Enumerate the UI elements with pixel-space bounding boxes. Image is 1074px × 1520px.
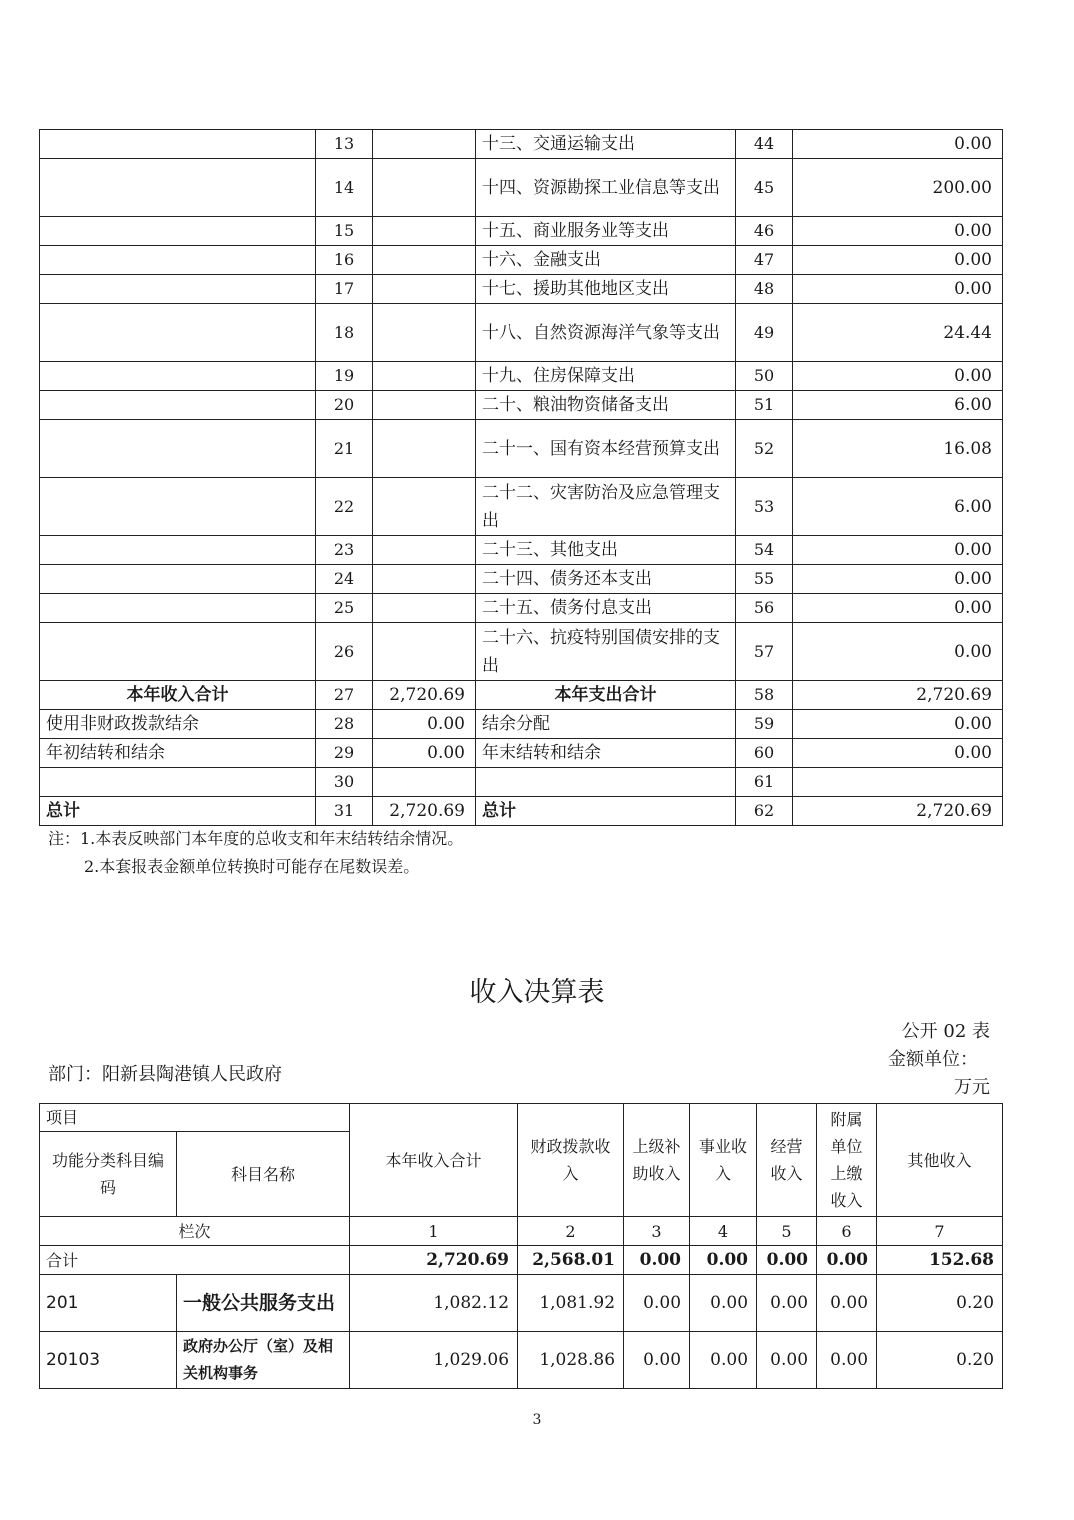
column-number: 3	[624, 1217, 690, 1246]
subject-code: 20103	[40, 1332, 177, 1389]
header-other: 其他收入	[877, 1104, 1003, 1217]
left-item-label: 使用非财政拨款结余	[40, 710, 316, 739]
left-amount	[373, 536, 476, 565]
right-row-number: 51	[736, 391, 793, 420]
header-operating: 经营收入	[757, 1104, 817, 1217]
left-amount	[373, 594, 476, 623]
right-amount: 6.00	[793, 478, 1003, 536]
left-amount	[373, 623, 476, 681]
right-row-number: 57	[736, 623, 793, 681]
left-row-number: 31	[316, 797, 373, 826]
right-row-number: 60	[736, 739, 793, 768]
total-row-label: 合计	[40, 1246, 350, 1275]
column-number: 6	[817, 1217, 877, 1246]
right-item-label: 二十二、灾害防治及应急管理支出	[476, 478, 736, 536]
left-row-number: 14	[316, 159, 373, 217]
left-amount	[373, 275, 476, 304]
right-row-number: 61	[736, 768, 793, 797]
left-row-number: 16	[316, 246, 373, 275]
table-row	[40, 304, 1003, 362]
right-row-number: 49	[736, 304, 793, 362]
right-row-number: 62	[736, 797, 793, 826]
left-row-number: 17	[316, 275, 373, 304]
right-amount: 2,720.69	[793, 681, 1003, 710]
amount-cell: 1,028.86	[518, 1332, 624, 1389]
left-item-label: 总计	[40, 797, 316, 826]
left-amount: 2,720.69	[373, 681, 476, 710]
left-row-number: 29	[316, 739, 373, 768]
right-amount: 16.08	[793, 420, 1003, 478]
table-row	[40, 739, 1003, 768]
amount-cell: 0.00	[817, 1246, 877, 1275]
amount-cell: 0.00	[757, 1332, 817, 1389]
right-amount: 0.00	[793, 536, 1003, 565]
column-number: 2	[518, 1217, 624, 1246]
table-row	[40, 710, 1003, 739]
right-row-number: 44	[736, 130, 793, 159]
left-row-number: 30	[316, 768, 373, 797]
amount-cell: 0.00	[624, 1246, 690, 1275]
header-business: 事业收入	[690, 1104, 757, 1217]
amount-cell: 0.00	[757, 1246, 817, 1275]
left-item-label	[40, 130, 316, 159]
table-row	[40, 391, 1003, 420]
amount-cell: 0.00	[624, 1332, 690, 1389]
header-column-label: 栏次	[40, 1217, 350, 1246]
left-row-number: 20	[316, 391, 373, 420]
right-item-label: 年末结转和结余	[476, 739, 736, 768]
right-item-label: 十九、住房保障支出	[476, 362, 736, 391]
left-item-label: 年初结转和结余	[40, 739, 316, 768]
column-number: 1	[350, 1217, 518, 1246]
department-label: 部门：阳新县陶港镇人民政府	[48, 1064, 282, 1085]
left-amount	[373, 246, 476, 275]
left-amount: 0.00	[373, 710, 476, 739]
right-amount: 0.00	[793, 710, 1003, 739]
left-amount	[373, 565, 476, 594]
right-amount	[793, 768, 1003, 797]
header-code: 功能分类科目编码	[40, 1132, 177, 1217]
right-item-label: 本年支出合计	[476, 681, 736, 710]
left-row-number: 15	[316, 217, 373, 246]
left-amount	[373, 217, 476, 246]
header-fiscal: 财政拨款收入	[518, 1104, 624, 1217]
left-item-label: 本年收入合计	[40, 681, 316, 710]
left-amount	[373, 478, 476, 536]
income-final-accounts-table	[39, 1103, 1003, 1389]
left-item-label	[40, 362, 316, 391]
right-row-number: 58	[736, 681, 793, 710]
subject-code: 201	[40, 1275, 177, 1332]
table-row	[40, 797, 1003, 826]
amount-cell: 2,568.01	[518, 1246, 624, 1275]
amount-cell: 0.20	[877, 1275, 1003, 1332]
income-expenditure-summary-table	[39, 129, 1003, 826]
right-amount: 24.44	[793, 304, 1003, 362]
header-item: 项目	[40, 1104, 350, 1132]
right-amount: 0.00	[793, 275, 1003, 304]
left-amount	[373, 420, 476, 478]
table-row	[40, 420, 1003, 478]
form-number: 公开 02 表	[901, 1021, 990, 1042]
left-item-label	[40, 159, 316, 217]
amount-cell: 0.00	[624, 1275, 690, 1332]
amount-cell: 0.00	[757, 1275, 817, 1332]
right-item-label: 二十、粮油物资储备支出	[476, 391, 736, 420]
right-item-label: 十四、资源勘探工业信息等支出	[476, 159, 736, 217]
right-amount: 0.00	[793, 739, 1003, 768]
left-row-number: 27	[316, 681, 373, 710]
column-number: 5	[757, 1217, 817, 1246]
left-amount	[373, 768, 476, 797]
right-item-label: 十三、交通运输支出	[476, 130, 736, 159]
left-row-number: 13	[316, 130, 373, 159]
amount-cell: 2,720.69	[350, 1246, 518, 1275]
header-affiliated: 附属单位上缴收入	[817, 1104, 877, 1217]
right-amount: 200.00	[793, 159, 1003, 217]
right-row-number: 55	[736, 565, 793, 594]
amount-cell: 0.00	[817, 1275, 877, 1332]
left-item-label	[40, 304, 316, 362]
right-item-label: 结余分配	[476, 710, 736, 739]
left-item-label	[40, 565, 316, 594]
left-row-number: 22	[316, 478, 373, 536]
subject-name: 一般公共服务支出	[177, 1275, 350, 1332]
header-superior: 上级补助收入	[624, 1104, 690, 1217]
amount-cell: 0.20	[877, 1332, 1003, 1389]
left-amount	[373, 391, 476, 420]
right-row-number: 50	[736, 362, 793, 391]
right-item-label: 二十四、债务还本支出	[476, 565, 736, 594]
left-amount: 2,720.69	[373, 797, 476, 826]
amount-cell: 0.00	[690, 1332, 757, 1389]
amount-cell: 0.00	[817, 1332, 877, 1389]
note-line-2: 2.本套报表金额单位转换时可能存在尾数误差。	[84, 857, 420, 876]
left-item-label	[40, 217, 316, 246]
right-row-number: 46	[736, 217, 793, 246]
right-item-label: 十八、自然资源海洋气象等支出	[476, 304, 736, 362]
left-amount	[373, 130, 476, 159]
header-total: 本年收入合计	[350, 1104, 518, 1217]
left-row-number: 28	[316, 710, 373, 739]
right-item-label: 总计	[476, 797, 736, 826]
table-row	[40, 362, 1003, 391]
left-item-label	[40, 536, 316, 565]
left-row-number: 19	[316, 362, 373, 391]
right-amount: 0.00	[793, 594, 1003, 623]
right-item-label: 二十一、国有资本经营预算支出	[476, 420, 736, 478]
table-row	[40, 246, 1003, 275]
left-item-label	[40, 420, 316, 478]
table-row	[40, 536, 1003, 565]
left-row-number: 18	[316, 304, 373, 362]
right-item-label: 二十六、抗疫特别国债安排的支出	[476, 623, 736, 681]
table-row	[40, 130, 1003, 159]
right-amount: 0.00	[793, 130, 1003, 159]
right-row-number: 52	[736, 420, 793, 478]
right-amount: 6.00	[793, 391, 1003, 420]
right-amount: 0.00	[793, 246, 1003, 275]
table-row	[40, 1332, 1003, 1389]
table-row	[40, 1275, 1003, 1332]
right-item-label: 十五、商业服务业等支出	[476, 217, 736, 246]
header-name: 科目名称	[177, 1132, 350, 1217]
subject-name: 政府办公厅（室）及相关机构事务	[177, 1332, 350, 1389]
amount-cell: 152.68	[877, 1246, 1003, 1275]
amount-cell: 0.00	[690, 1275, 757, 1332]
right-row-number: 45	[736, 159, 793, 217]
right-amount: 0.00	[793, 565, 1003, 594]
left-row-number: 25	[316, 594, 373, 623]
unit-label: 金额单位：	[888, 1049, 978, 1070]
right-item-label: 二十五、债务付息支出	[476, 594, 736, 623]
left-amount	[373, 304, 476, 362]
table-row	[40, 565, 1003, 594]
table-row	[40, 217, 1003, 246]
right-amount: 0.00	[793, 623, 1003, 681]
right-amount: 0.00	[793, 362, 1003, 391]
left-item-label	[40, 246, 316, 275]
right-row-number: 54	[736, 536, 793, 565]
right-amount: 2,720.69	[793, 797, 1003, 826]
amount-cell: 1,029.06	[350, 1332, 518, 1389]
left-row-number: 23	[316, 536, 373, 565]
table-row	[40, 275, 1003, 304]
right-row-number: 48	[736, 275, 793, 304]
right-item-label	[476, 768, 736, 797]
table-row	[40, 1246, 1003, 1275]
table-row	[40, 623, 1003, 681]
left-item-label	[40, 391, 316, 420]
amount-cell: 0.00	[690, 1246, 757, 1275]
page-number: 3	[532, 1412, 542, 1428]
right-row-number: 59	[736, 710, 793, 739]
right-item-label: 二十三、其他支出	[476, 536, 736, 565]
table-row	[40, 681, 1003, 710]
right-item-label: 十六、金融支出	[476, 246, 736, 275]
note-line-1: 注：1.本表反映部门本年度的总收支和年末结转结余情况。	[48, 829, 464, 848]
left-row-number: 24	[316, 565, 373, 594]
section-title: 收入决算表	[469, 977, 605, 1008]
right-row-number: 53	[736, 478, 793, 536]
right-amount: 0.00	[793, 217, 1003, 246]
table-row	[40, 768, 1003, 797]
column-number: 4	[690, 1217, 757, 1246]
unit-value: 万元	[954, 1077, 990, 1098]
left-item-label	[40, 478, 316, 536]
left-item-label	[40, 768, 316, 797]
left-item-label	[40, 594, 316, 623]
column-number: 7	[877, 1217, 1003, 1246]
left-amount	[373, 159, 476, 217]
table-row	[40, 594, 1003, 623]
right-row-number: 47	[736, 246, 793, 275]
left-row-number: 26	[316, 623, 373, 681]
amount-cell: 1,081.92	[518, 1275, 624, 1332]
amount-cell: 1,082.12	[350, 1275, 518, 1332]
left-amount	[373, 362, 476, 391]
left-item-label	[40, 275, 316, 304]
table-row	[40, 478, 1003, 536]
table-row	[40, 159, 1003, 217]
left-amount: 0.00	[373, 739, 476, 768]
right-row-number: 56	[736, 594, 793, 623]
right-item-label: 十七、援助其他地区支出	[476, 275, 736, 304]
left-row-number: 21	[316, 420, 373, 478]
left-item-label	[40, 623, 316, 681]
